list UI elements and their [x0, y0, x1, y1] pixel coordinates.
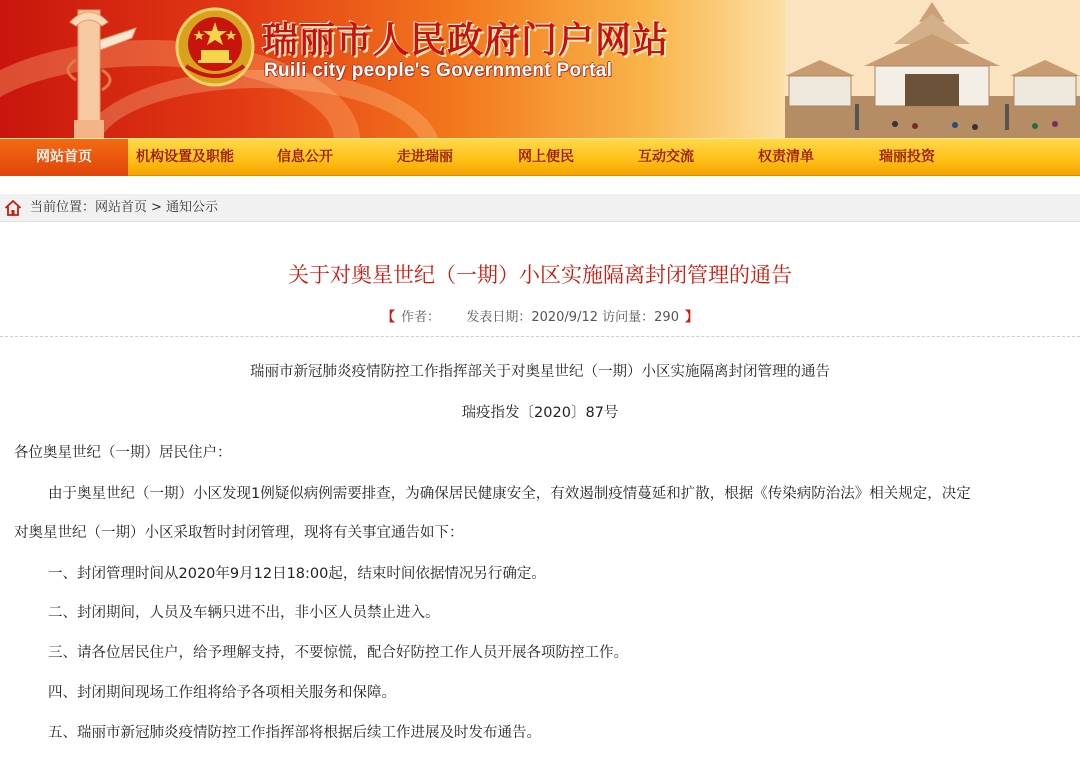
notice-item: 四、封闭期间现场工作组将给予各项相关服务和保障。 — [48, 685, 396, 701]
meta-open-bracket: 【 — [381, 310, 395, 325]
article-meta — [0, 306, 1080, 325]
article-divider — [0, 336, 1080, 337]
breadcrumb-current-link[interactable]: 通知公示 — [165, 200, 218, 215]
nav-item-organization[interactable]: 机构设置及职能 — [136, 149, 234, 165]
home-icon — [4, 199, 22, 217]
notice-item: 二、封闭期间，人员及车辆只进不出，非小区人员禁止进入。 — [48, 605, 440, 621]
nav-item-info-disclosure[interactable]: 信息公开 — [277, 149, 333, 165]
nav-item-investment[interactable]: 瑞丽投资 — [879, 149, 935, 165]
nav-item-home[interactable]: 网站首页 — [0, 139, 128, 176]
port-building-illustration — [785, 0, 1080, 138]
site-banner — [0, 0, 1080, 138]
huabiao-pillar-icon — [40, 0, 140, 138]
main-nav — [0, 138, 1080, 176]
salutation: 各位奥星世纪（一期）居民住户： — [14, 445, 232, 461]
breadcrumb-prefix: 当前位置： — [30, 200, 96, 215]
nav-item-online-services[interactable]: 网上便民 — [518, 149, 574, 165]
intro-paragraph-line-1: 由于奥星世纪（一期）小区发现1例疑似病例需要排查，为确保居民健康安全，有效遏制疫情蔓延和扩散，根据《传染病防治法》相关规定，决定 — [48, 486, 971, 502]
nav-item-responsibility-list[interactable]: 权责清单 — [758, 149, 814, 165]
meta-author-label: 作者： — [401, 310, 441, 325]
nav-item-about-ruili[interactable]: 走进瑞丽 — [397, 149, 453, 165]
notice-item: 三、请各位居民住户，给予理解支持，不要惊慌，配合好防控工作人员开展各项防控工作。 — [48, 645, 628, 661]
notice-item: 一、封闭管理时间从2020年9月12日18:00起，结束时间依据情况另行确定。 — [48, 566, 546, 582]
site-subtitle: Ruili city people's Government Portal — [264, 60, 613, 81]
document-heading: 瑞丽市新冠肺炎疫情防控工作指挥部关于对奥星世纪（一期）小区实施隔离封闭管理的通告 — [250, 364, 830, 380]
breadcrumb — [0, 194, 1080, 222]
intro-paragraph-line-2: 对奥星世纪（一期）小区采取暂时封闭管理，现将有关事宜通告如下： — [14, 525, 464, 541]
meta-date: 2020/9/12 — [531, 310, 598, 325]
article-title: 关于对奥星世纪（一期）小区实施隔离封闭管理的通告 — [288, 263, 792, 287]
spacer — [0, 176, 1080, 194]
meta-date-label: 发表日期： — [466, 310, 532, 325]
meta-close-bracket: 】 — [685, 310, 699, 325]
breadcrumb-home-link[interactable]: 网站首页 — [95, 200, 148, 215]
site-title: 瑞丽市人民政府门户网站 — [262, 19, 670, 61]
document-number: 瑞疫指发〔2020〕87号 — [461, 405, 619, 421]
breadcrumb-separator: > — [151, 200, 162, 215]
nav-item-interaction[interactable]: 互动交流 — [638, 149, 694, 165]
meta-views: 290 — [654, 310, 679, 325]
national-emblem-icon — [174, 6, 256, 88]
notice-item: 五、瑞丽市新冠肺炎疫情防控工作指挥部将根据后续工作进展及时发布通告。 — [48, 725, 541, 741]
meta-views-label: 访问量： — [602, 310, 655, 325]
